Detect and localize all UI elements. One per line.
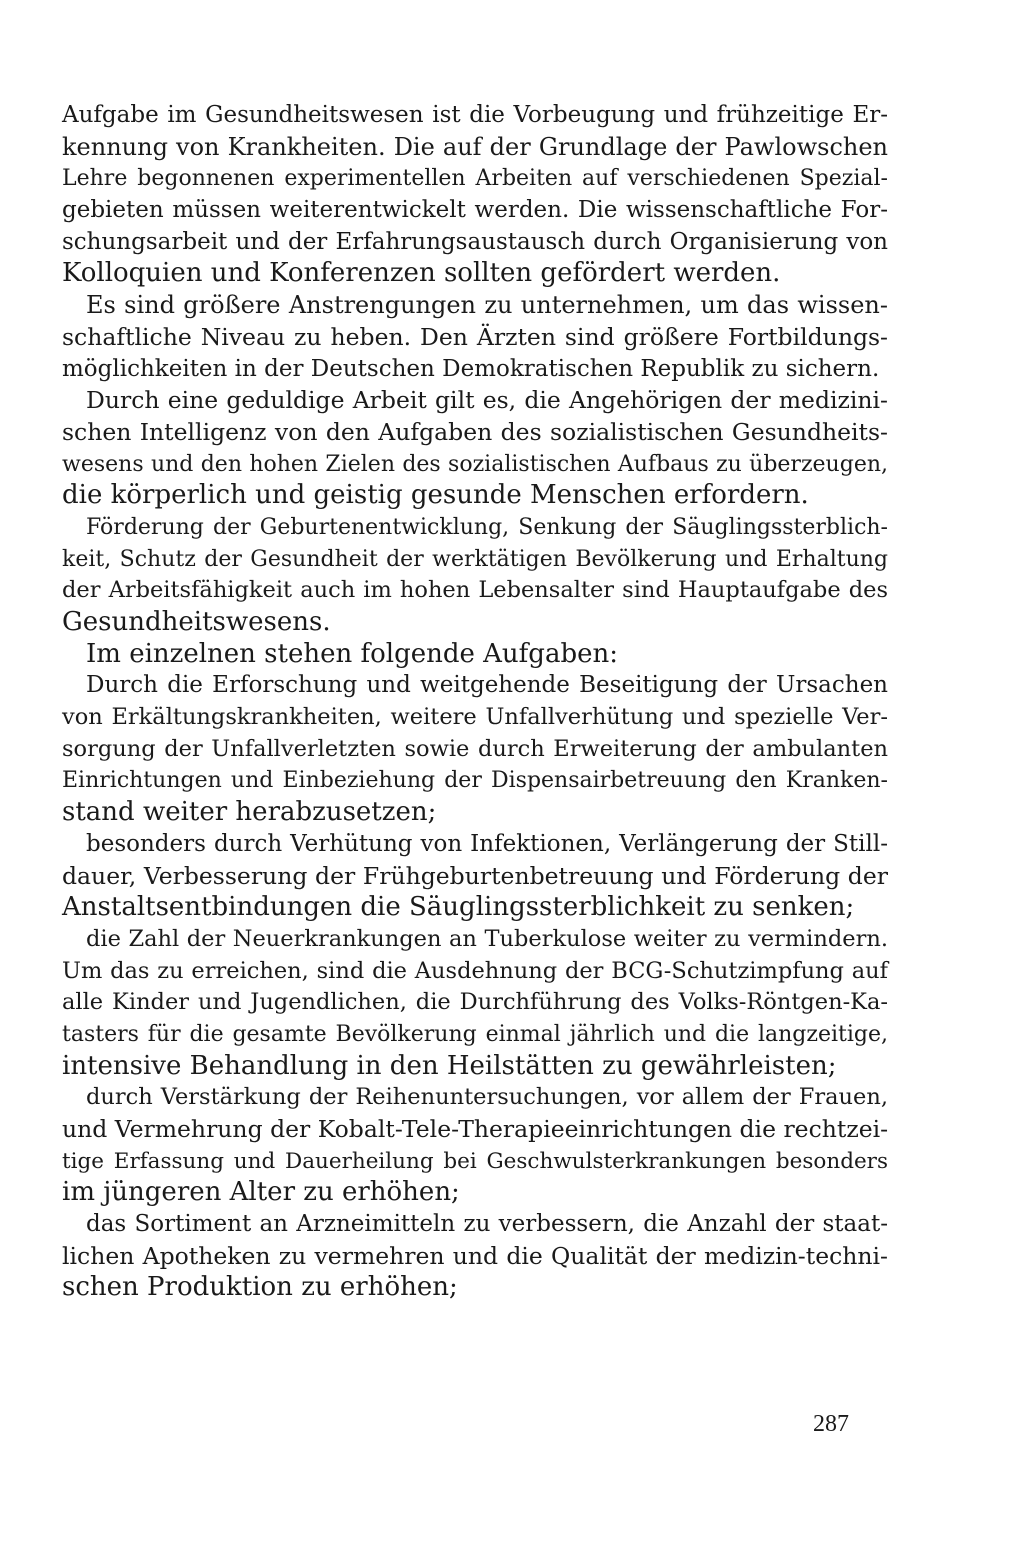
text-line: im jüngeren Alter zu erhöhen; bbox=[62, 1177, 460, 1208]
page-number: 287 bbox=[813, 1411, 849, 1437]
text-line: Durch die Erforschung und weitgehende Beseitigung der Ursachen bbox=[86, 672, 888, 699]
text-line: schaftliche Niveau zu heben. Den Ärzten sind größere Fortbildungs- bbox=[62, 322, 888, 351]
text-line: kennung von Krankheiten. Die auf der Grundlage der Pawlowschen bbox=[62, 132, 888, 161]
text-line: Lehre begonnenen experimentellen Arbeiten auf verschiedenen Spezial- bbox=[62, 166, 888, 192]
text-line: schen Intelligenz von den Aufgaben des sozialistischen Gesundheits- bbox=[62, 417, 888, 446]
text-line: und Vermehrung der Kobalt-Tele-Therapieeinrichtungen die rechtzei- bbox=[62, 1115, 889, 1143]
text-line: Aufgabe im Gesundheitswesen ist die Vorbeugung und frühzeitige Er- bbox=[62, 102, 888, 128]
text-line: der Arbeitsfähigkeit auch im hohen Lebensalter sind Hauptaufgabe des bbox=[62, 577, 888, 604]
text-line: Anstaltsentbindungen die Säuglingssterblichkeit zu senken; bbox=[62, 892, 855, 923]
text-line: lichen Apotheken zu vermehren und die Qualität der medizin-techni- bbox=[62, 1241, 888, 1270]
text-line: dauer, Verbesserung der Frühgeburtenbetreuung und Förderung der bbox=[62, 861, 888, 890]
text-line: tige Erfassung und Dauerheilung bei Geschwulsterkrankungen besonders bbox=[62, 1148, 888, 1174]
text-line: tasters für die gesamte Bevölkerung einmal jährlich und die langzeitige, bbox=[62, 1021, 888, 1047]
text-line: stand weiter herabzusetzen; bbox=[62, 797, 437, 828]
text-line: möglichkeiten in der Deutschen Demokratischen Republik zu sichern. bbox=[62, 355, 880, 382]
text-line: Kolloquien und Konferenzen sollten gefördert werden. bbox=[62, 258, 781, 289]
text-line: Im einzelnen stehen folgende Aufgaben: bbox=[86, 638, 618, 669]
text-line: intensive Behandlung in den Heilstätten zu gewährleisten; bbox=[62, 1050, 837, 1081]
text-line: Es sind größere Anstrengungen zu unternehmen, um das wissen- bbox=[86, 291, 888, 320]
text-line: das Sortiment an Arzneimitteln zu verbessern, die Anzahl der staat- bbox=[86, 1211, 888, 1238]
text-line: keit, Schutz der Gesundheit der werktätigen Bevölkerung und Erhaltung bbox=[62, 546, 888, 572]
text-line: sorgung der Unfallverletzten sowie durch Erweiterung der ambulanten bbox=[62, 735, 888, 762]
text-line: die körperlich und geistig gesunde Menschen erfordern. bbox=[62, 480, 809, 511]
text-line: wesens und den hohen Zielen des sozialistischen Aufbaus zu überzeugen, bbox=[62, 451, 888, 477]
text-line: gebieten müssen weiterentwickelt werden. Die wissenschaftliche For- bbox=[62, 197, 888, 224]
text-line: Einrichtungen und Einbeziehung der Dispensairbetreuung den Kranken- bbox=[62, 768, 888, 794]
text-line: von Erkältungskrankheiten, weitere Unfallverhütung und spezielle Ver- bbox=[62, 704, 888, 731]
text-line: Um das zu erreichen, sind die Ausdehnung der BCG-Schutzimpfung auf bbox=[62, 957, 888, 984]
text-line: Förderung der Geburtenentwicklung, Senkung der Säuglingssterblich- bbox=[86, 514, 888, 540]
text-line: schungsarbeit und der Erfahrungsaustausch durch Organisierung von bbox=[62, 228, 888, 255]
text-line: besonders durch Verhütung von Infektionen, Verlängerung der Still- bbox=[86, 830, 888, 857]
body-text bbox=[62, 100, 888, 1304]
text-line: schen Produktion zu erhöhen; bbox=[62, 1272, 458, 1303]
text-line: die Zahl der Neuerkrankungen an Tuberkulose weiter zu vermindern. bbox=[86, 925, 888, 952]
text-line: durch Verstärkung der Reihenuntersuchungen, vor allem der Frauen, bbox=[86, 1084, 888, 1111]
text-line: Gesundheitswesens. bbox=[62, 607, 331, 637]
text-line: alle Kinder und Jugendlichen, die Durchführung des Volks-Röntgen-Ka- bbox=[62, 989, 888, 1016]
text-line: Durch eine geduldige Arbeit gilt es, die Angehörigen der medizini- bbox=[86, 386, 888, 415]
